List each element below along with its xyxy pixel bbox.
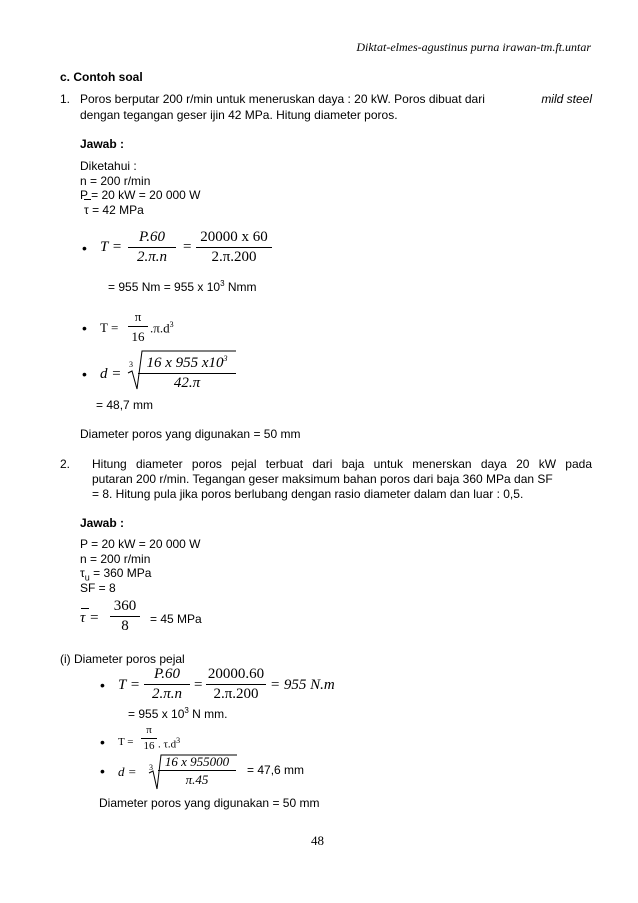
problem-2-text-l1: Hitung diameter poros pejal terbuat dari baja untuk menerskan daya 20 kW pada xyxy=(92,457,592,471)
eq3-num xyxy=(138,350,236,372)
p1i-eq1-equals-2: = 955 N.m xyxy=(270,677,335,693)
bullet: • xyxy=(100,677,105,693)
eq3-num-text: 16 x 955 x10 xyxy=(146,355,224,371)
p1i-eq1-f1-num: P.60 xyxy=(154,666,180,682)
tau-value: = 360 MPa xyxy=(89,566,152,580)
eq3-num-exp: 3 xyxy=(223,354,228,363)
problem-1-text-l1: Poros berputar 200 r/min untuk meneruskan daya : 20 kW. Poros dibuat dari xyxy=(80,92,485,106)
problem-2-jawab: Jawab : xyxy=(80,516,125,530)
tau-subscript: u xyxy=(84,572,90,583)
eq1-result xyxy=(108,279,257,294)
eq1-f1-num: P.60 xyxy=(139,229,165,245)
p1i-eq1-fraction-2 xyxy=(206,666,266,703)
tau-symbol: τ xyxy=(80,566,85,580)
p1i-eq3-root-index: 3 xyxy=(149,763,153,772)
problem-1-text-l2: dengan tegangan geser ijin 42 MPa. Hitung diameter poros. xyxy=(80,108,398,122)
eq1-lhs: T = xyxy=(100,239,122,255)
p1i-eq2-num: π xyxy=(146,724,152,736)
problem-2-text-l2: putaran 200 r/min. Tegangan geser maksimum bahan poros dari baja 360 MPa dan SF xyxy=(92,472,553,486)
eq2-fraction xyxy=(128,308,148,345)
bullet: • xyxy=(100,763,105,779)
eq1-result-text: = 955 Nm = 955 x 10 xyxy=(108,280,221,294)
tau-lhs: τ = xyxy=(80,610,100,626)
problem-1-italic: mild steel xyxy=(541,92,592,106)
eq3-den: 42.π xyxy=(173,375,201,391)
eq3-result: = 48,7 mm xyxy=(96,398,154,412)
problem-2-given-1: P = 20 kW = 20 000 W xyxy=(80,537,201,551)
tau-fraction xyxy=(110,598,140,635)
problem-2-given-4: SF = 8 xyxy=(80,581,116,595)
problem-1-conclusion: Diameter poros yang digunakan = 50 mm xyxy=(80,427,301,441)
bullet: • xyxy=(82,240,87,256)
page-header: Diktat-elmes-agustinus purna irawan-tm.ft.untar xyxy=(356,40,591,54)
bullet: • xyxy=(82,366,87,382)
p1i-eq1-equals: = xyxy=(194,677,203,693)
eq1-f2-num: 20000 x 60 xyxy=(200,229,268,245)
eq1-result-unit: Nmm xyxy=(224,280,257,294)
p1i-eq1-result-exp: 3 xyxy=(184,706,189,715)
eq1-fraction-1 xyxy=(128,229,176,266)
p1i-eq1-lhs: T = xyxy=(118,677,140,693)
eq2-rest xyxy=(150,320,174,336)
eq1-equals: = xyxy=(183,239,192,255)
p1i-eq1-f2-num: 20000.60 xyxy=(207,666,265,682)
problem-2-text-l3: = 8. Hitung pula jika poros berlubang dengan rasio diameter dalam dan luar : 0,5. xyxy=(92,487,524,501)
problem-2-given-3 xyxy=(80,566,151,582)
tau-overbar xyxy=(81,608,89,609)
eq2-exp: 3 xyxy=(169,320,174,329)
eq2-den: 16 xyxy=(131,329,145,344)
problem-1-given-3: τ = 42 MPa xyxy=(84,203,144,217)
problem-1-jawab: Jawab : xyxy=(80,137,125,151)
eq3-root-index: 3 xyxy=(129,360,133,369)
bullet: • xyxy=(100,734,105,750)
p1i-eq2-fraction xyxy=(141,724,157,753)
p1i-eq3-num: 16 x 955000 xyxy=(164,754,230,769)
p1i-eq2-lhs: T = xyxy=(118,736,134,748)
p1i-eq3-den: π.45 xyxy=(185,772,209,787)
problem-1-given-1: n = 200 r/min xyxy=(80,174,151,188)
problem-1-number: 1. xyxy=(60,92,71,106)
eq3-lhs: d = xyxy=(100,366,122,382)
eq2-num: π xyxy=(134,309,142,324)
p1i-eq2-rest-text: . τ.d xyxy=(158,738,177,751)
eq3-fraction xyxy=(138,350,236,392)
eq1-f2-den: 2.π.200 xyxy=(211,249,257,265)
p1i-eq1-result xyxy=(128,706,228,721)
eq1-f1-den: 2.π.n xyxy=(136,249,167,265)
eq2-lhs: T = xyxy=(100,320,119,335)
p1i-eq3-fraction xyxy=(158,754,236,787)
problem-2-given-2: n = 200 r/min xyxy=(80,552,151,566)
p1i-eq1-result-text: = 955 x 10 xyxy=(128,707,185,721)
p1i-eq1-result-unit: N mm. xyxy=(188,707,228,721)
problem-1-given-2: P = 20 kW = 20 000 W xyxy=(80,188,201,202)
p1i-eq1-f2-den: 2.π.200 xyxy=(213,686,259,702)
p1i-eq1-f1-den: 2.π.n xyxy=(151,686,182,702)
problem-2-number: 2. xyxy=(60,457,71,471)
p1i-eq2-rest xyxy=(158,736,180,751)
part-1-conclusion: Diameter poros yang digunakan = 50 mm xyxy=(99,796,320,810)
tau-overbar xyxy=(84,199,91,200)
problem-1-line-1 xyxy=(80,92,592,106)
section-title: c. Contoh soal xyxy=(60,70,143,84)
eq2-rest-text: .π.d xyxy=(150,320,170,336)
p1i-eq3-result: = 47,6 mm xyxy=(247,763,305,777)
p1i-eq3-lhs: d = xyxy=(118,764,137,779)
part-1-title: (i) Diameter poros pejal xyxy=(60,652,185,666)
bullet: • xyxy=(82,320,87,336)
eq1-result-exp: 3 xyxy=(220,279,225,288)
problem-1-diketahui: Diketahui : xyxy=(80,159,137,173)
tau-num: 360 xyxy=(113,598,137,614)
page-number: 48 xyxy=(311,833,324,848)
p1i-eq2-exp: 3 xyxy=(176,736,181,745)
tau-den: 8 xyxy=(121,618,129,634)
tau-result: = 45 MPa xyxy=(150,612,202,626)
p1i-eq2-den: 16 xyxy=(143,740,155,752)
eq1-fraction-2 xyxy=(196,229,272,266)
p1i-eq1-fraction-1 xyxy=(144,666,190,703)
